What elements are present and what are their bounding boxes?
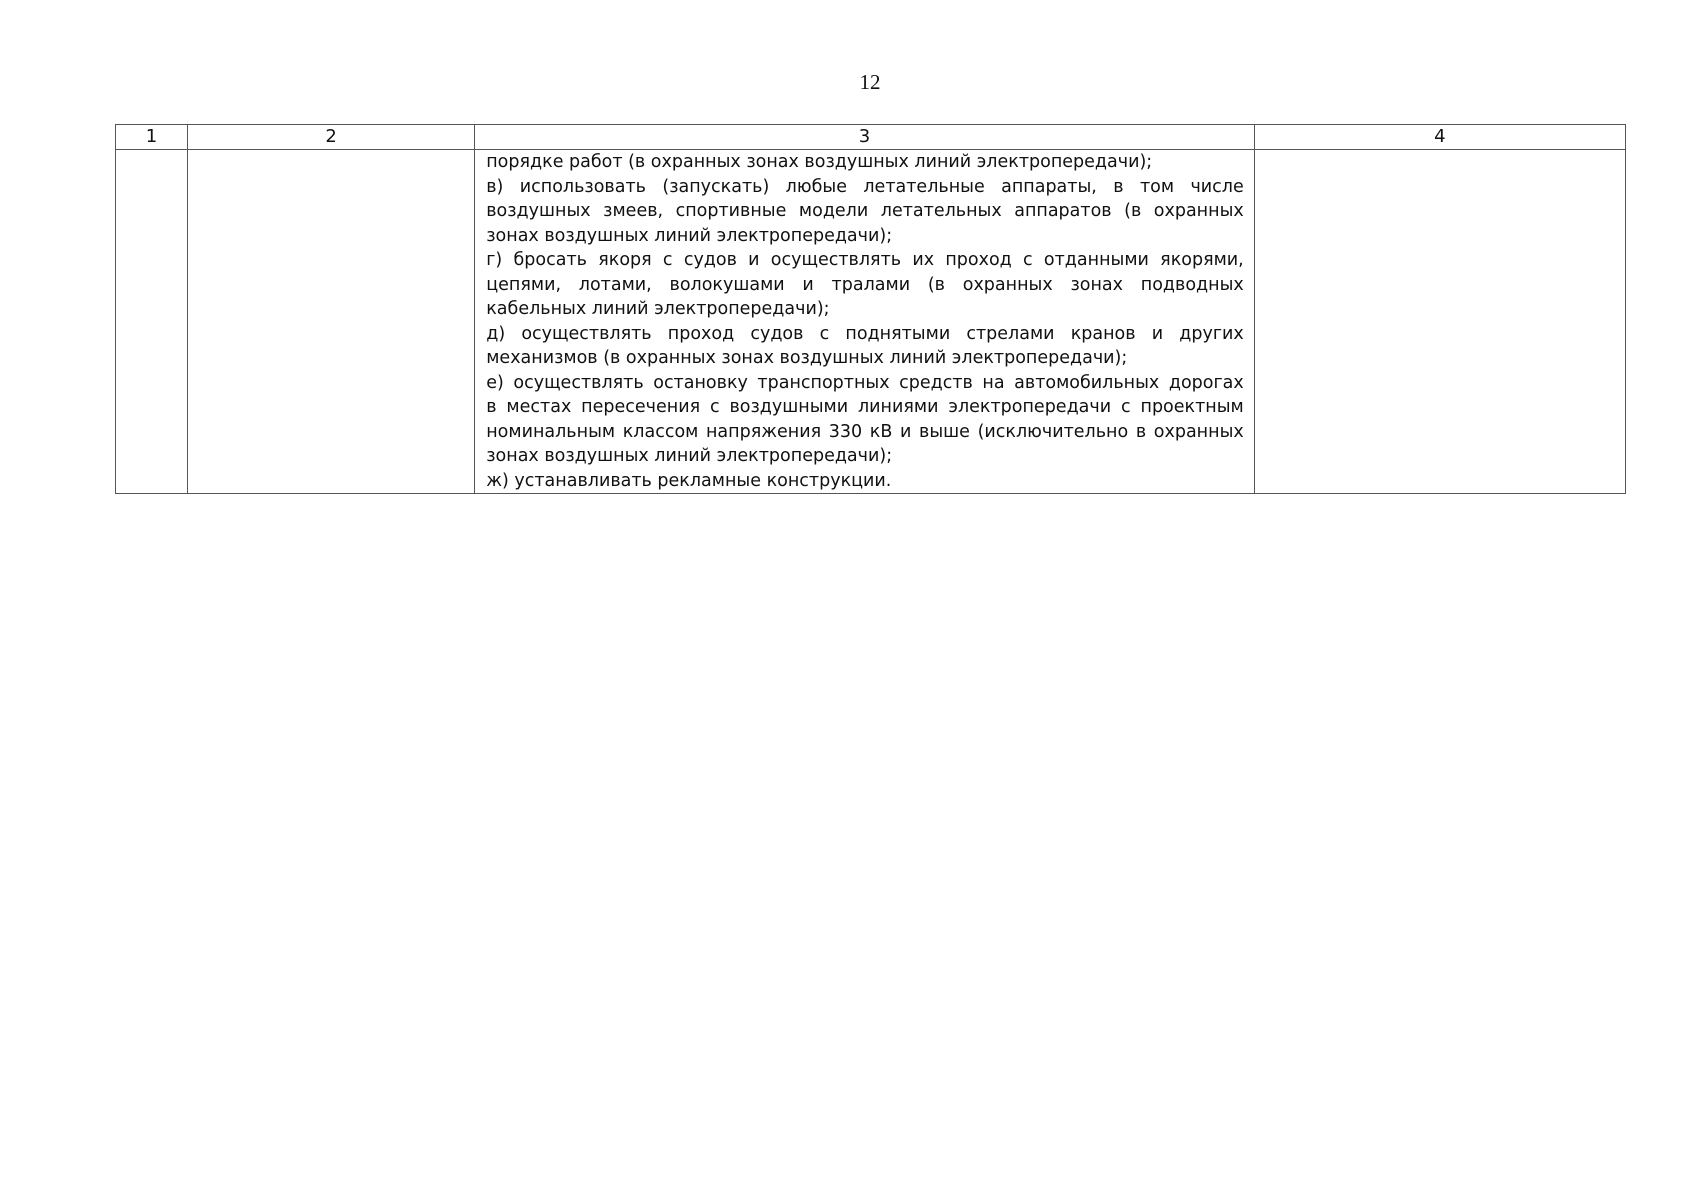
restriction-item-d: [486, 322, 1244, 371]
text-line: ж) устанавливать рекламные конструкции.: [486, 470, 892, 491]
column-number-4: 4: [1254, 125, 1625, 150]
restriction-item-zh: [486, 469, 1244, 494]
text-line: цепями, лотами, волокушами и тралами (в охранных зонах подводных: [486, 274, 1244, 295]
restriction-item-e: [486, 371, 1244, 469]
page-number: 12: [859, 70, 881, 94]
cell-col-4: [1254, 150, 1625, 494]
restriction-item-g: [486, 248, 1244, 322]
table-header-row: [116, 125, 1626, 150]
restriction-paragraph: [486, 150, 1244, 175]
text-line: е) осуществлять остановку транспортных средств на автомобильных дорогах: [486, 372, 1244, 393]
column-number-3: 3: [475, 125, 1255, 150]
text-line: д) осуществлять проход судов с поднятыми стрелами кранов и других: [486, 323, 1244, 344]
text-line: в местах пересечения с воздушными линиями электропередачи с проектным: [486, 397, 1244, 417]
column-number-2: 2: [188, 125, 475, 150]
text-line: механизмов (в охранных зонах воздушных линий электропередачи);: [486, 348, 1128, 368]
cell-col-1: [116, 150, 188, 494]
text-line: г) бросать якоря с судов и осуществлять их проход с отданными якорями,: [486, 250, 1244, 270]
column-number-1: 1: [116, 125, 188, 150]
restriction-item-v: [486, 175, 1244, 249]
text-line: номинальным классом напряжения 330 кВ и выше (исключительно в охранных: [486, 421, 1244, 442]
text-line: зонах воздушных линий электропередачи);: [486, 225, 893, 246]
cell-col-2: [188, 150, 475, 494]
table-row: [116, 150, 1626, 494]
document-table: [115, 124, 1626, 494]
cell-col-3-restrictions: [475, 150, 1255, 494]
text-line: в) использовать (запускать) любые летательные аппараты, в том числе: [486, 176, 1244, 197]
text-line: порядке работ (в охранных зонах воздушных линий электропередачи);: [486, 152, 1153, 172]
text-line: зонах воздушных линий электропередачи);: [486, 446, 893, 466]
text-line: кабельных линий электропередачи);: [486, 299, 830, 319]
text-line: воздушных змеев, спортивные модели летательных аппаратов (в охранных: [486, 201, 1244, 221]
